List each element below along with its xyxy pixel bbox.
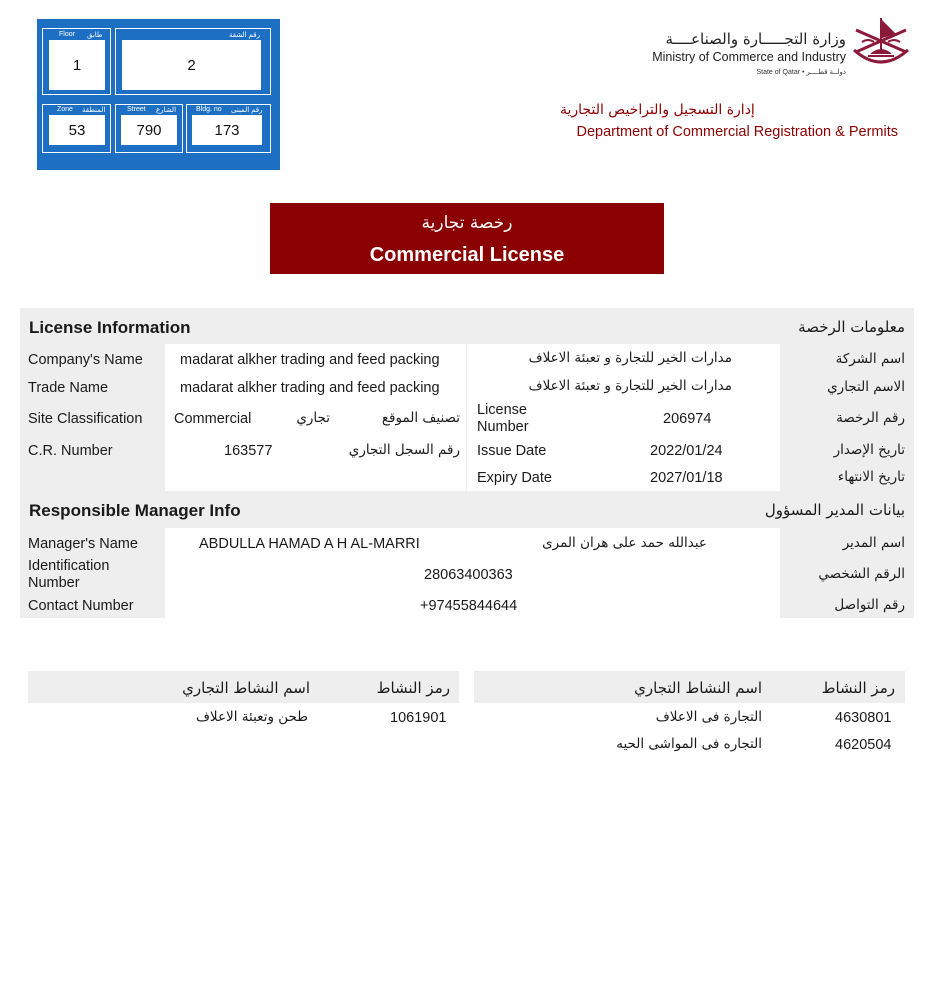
address-box	[37, 19, 280, 170]
license-info-heading-ar: معلومات الرخصة	[798, 318, 905, 336]
bldg-value: 173	[214, 122, 240, 139]
expiry-date-label-ar: تاريخ الانتهاء	[837, 469, 905, 485]
contact-number-label-ar: رقم التواصل	[834, 597, 905, 613]
manager-info-heading: Responsible Manager Info	[29, 501, 241, 520]
license-number-label: License Number	[477, 402, 529, 435]
license-number-label-ar: رقم الرخصة	[836, 410, 905, 426]
floor-label-en: Floor	[59, 31, 75, 38]
cr-number-label: C.R. Number	[28, 443, 113, 459]
company-name-label: Company's Name	[28, 352, 143, 368]
cr-number-label-ar: رقم السجل التجاري	[348, 442, 460, 458]
street-cell	[121, 115, 177, 145]
qatar-emblem-icon	[848, 12, 914, 78]
manager-name-label: Manager's Name	[28, 536, 138, 552]
cr-number-value: 163577	[224, 443, 273, 459]
activities-right-name-header: اسم النشاط التجاري	[634, 679, 762, 697]
street-value: 790	[136, 122, 162, 139]
license-info-divider	[466, 344, 467, 491]
zone-label-en: Zone	[57, 106, 73, 113]
issue-date-label: Issue Date	[477, 443, 547, 459]
activity-name: طحن وتعبئة الاعلاف	[195, 709, 308, 725]
activity-code: 1061901	[390, 710, 447, 726]
expiry-date-label: Expiry Date	[477, 470, 552, 486]
license-info-heading: License Information	[29, 318, 191, 337]
identification-number-label-ar: الرقم الشخصي	[818, 566, 905, 582]
manager-name-label-ar: اسم المدير	[842, 535, 905, 551]
contact-number-value: +97455844644	[420, 598, 518, 614]
unit-label-ar: رقم الشقة	[229, 32, 260, 39]
trade-name-label-ar: الاسم التجاري	[827, 379, 905, 395]
manager-info-heading-ar: بيانات المدير المسؤول	[764, 501, 905, 519]
ministry-name-ar: وزارة التجـــــارة والصناعــــة	[665, 30, 846, 48]
activity-name: التجاره فى المواشى الحيه	[616, 736, 762, 752]
identification-number-label: Identification Number	[28, 558, 110, 591]
ministry-name-en: Ministry of Commerce and Industry	[652, 50, 846, 64]
unit-value: 2	[187, 57, 196, 74]
activity-code: 4620504	[835, 737, 892, 753]
floor-cell	[49, 40, 105, 90]
activities-left-name-header: اسم النشاط التجاري	[182, 679, 310, 697]
floor-value: 1	[72, 57, 82, 74]
issue-date-value: 2022/01/24	[650, 443, 723, 459]
zone-value: 53	[68, 122, 86, 139]
zone-cell	[49, 115, 105, 145]
floor-label-ar: طابق	[87, 32, 103, 39]
street-label-en: Street	[127, 106, 146, 113]
activities-left-code-header: رمز النشاط	[376, 679, 450, 697]
company-name-value: madarat alkher trading and feed packing	[180, 352, 440, 368]
identification-number-value: 28063400363	[424, 567, 513, 583]
expiry-date-value: 2027/01/18	[650, 470, 723, 486]
license-title-box	[270, 203, 664, 274]
site-classification-label: Site Classification	[28, 411, 143, 427]
state-label: State of Qatar • دولــة قطــــر	[756, 69, 846, 76]
unit-cell	[122, 40, 261, 90]
site-classification-value-ar: تجاري	[296, 410, 330, 426]
license-number-value: 206974	[663, 411, 712, 427]
trade-name-value: madarat alkher trading and feed packing	[180, 380, 440, 396]
activity-name: التجارة فى الاعلاف	[655, 709, 762, 725]
activity-code: 4630801	[835, 710, 892, 726]
bldg-cell	[192, 115, 262, 145]
bldg-label-ar: رقم المبنى	[231, 107, 263, 114]
license-title-en: Commercial License	[369, 244, 565, 266]
license-title-ar: رخصة تجارية	[421, 213, 513, 233]
manager-name-value-ar: عبدالله حمد على هران المرى	[542, 535, 707, 551]
issue-date-label-ar: تاريخ الإصدار	[833, 442, 905, 458]
trade-name-value-ar: مدارات الخير للتجارة و تعبئة الاعلاف	[528, 378, 732, 394]
street-label-ar: الشارع	[156, 107, 177, 114]
department-name-en: Department of Commercial Registration & Permits	[576, 124, 898, 140]
bldg-label-en: Bldg. no	[196, 106, 222, 113]
manager-name-value: ABDULLA HAMAD A H AL-MARRI	[199, 536, 420, 552]
zone-label-ar: المنطقة	[82, 107, 106, 114]
department-name-ar: إدارة التسجيل والتراخيص التجارية	[560, 102, 755, 118]
company-name-label-ar: اسم الشركة	[835, 351, 905, 367]
site-classification-value: Commercial	[174, 411, 252, 427]
trade-name-label: Trade Name	[28, 380, 109, 396]
contact-number-label: Contact Number	[28, 598, 134, 614]
company-name-value-ar: مدارات الخير للتجارة و تعبئة الاعلاف	[528, 350, 732, 366]
activities-right-code-header: رمز النشاط	[821, 679, 895, 697]
site-classification-label-ar: تصنيف الموقع	[381, 410, 460, 426]
